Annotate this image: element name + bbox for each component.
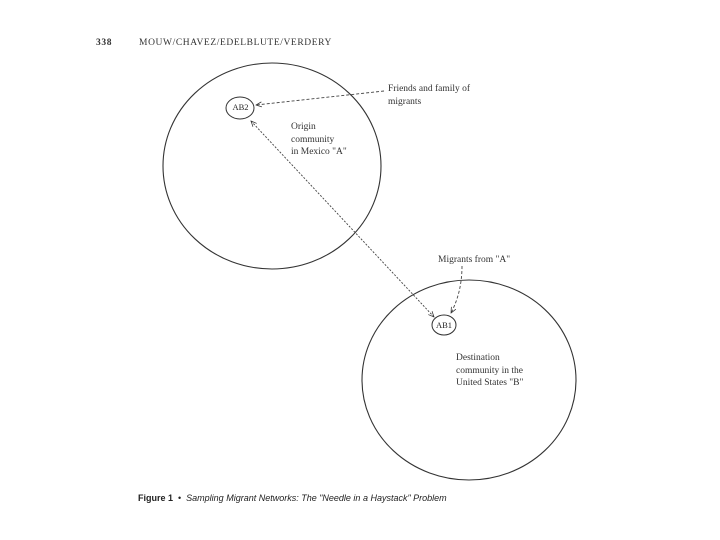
destination-community-label: Destination community in the United States "B" xyxy=(456,353,524,388)
page-number: 338 xyxy=(96,38,113,48)
caption-bullet: • xyxy=(178,493,182,503)
figure-caption xyxy=(138,493,447,503)
origin-community-label: Origin community in Mexico "A" xyxy=(291,122,347,157)
migrants-pointer-arrow xyxy=(451,266,462,313)
ab2-node-label: AB2 xyxy=(232,102,249,112)
origin-community-circle xyxy=(163,63,381,269)
migrants-from-label: Migrants from "A" xyxy=(438,255,511,265)
ab1-node-label: AB1 xyxy=(435,320,453,330)
running-head-authors: MOUW/CHAVEZ/EDELBLUTE/VERDERY xyxy=(139,38,333,48)
friends-family-pointer-arrow xyxy=(256,91,384,105)
figure-title: Sampling Migrant Networks: The "Needle in a Haystack" Problem xyxy=(186,493,447,503)
figure-number: Figure 1 xyxy=(138,493,174,503)
friends-family-label: Friends and family of migrants xyxy=(388,84,471,107)
